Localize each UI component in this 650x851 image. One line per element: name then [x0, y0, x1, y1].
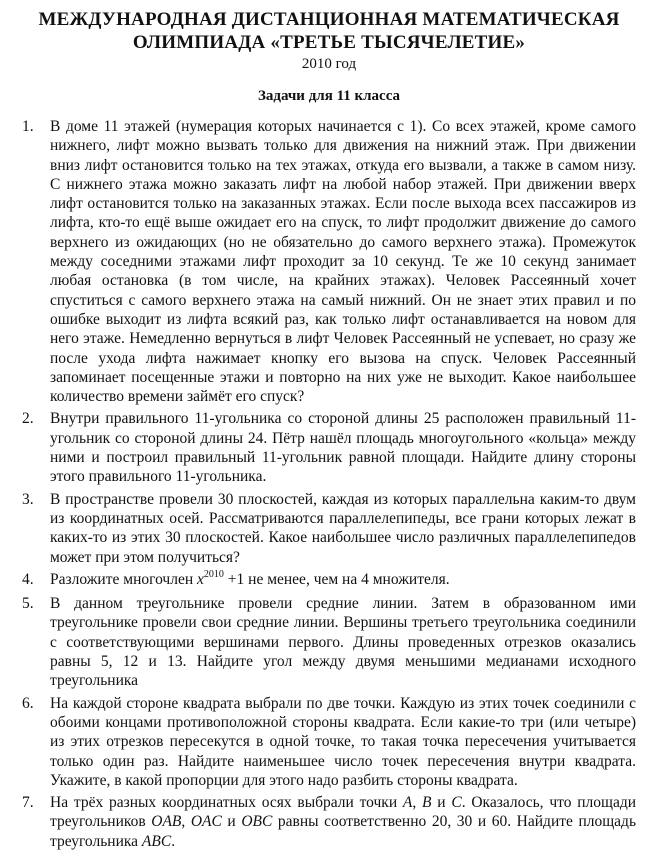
problem-4 [22, 570, 636, 591]
problem-text-part: и [431, 794, 452, 812]
problem-text-part: . Найдите площадь треугольника [50, 813, 637, 850]
problem-number: 5. [22, 595, 34, 613]
problem-6 [22, 694, 636, 790]
problem-number: 1. [22, 118, 34, 135]
problem-3 [22, 490, 636, 567]
point-a: A [402, 794, 413, 812]
problem-text: На каждой стороне квадрата выбрали по две точки. Каждую из этих точек соединили с обоими концами противоположной стороны квадрата. Если какие-то три (или четыре) из этих отрезков пересекутся в одной точке, то такая точка пересечения учитывается только один раз. Найдите наименьшее число точек пересечения внутри квадрата. Укажите, в какой пропорции для этого надо разбить стороны квадрата. [50, 694, 636, 789]
problem-text-part: +1 не менее, чем на 4 множителя. [223, 570, 450, 588]
triangle-oab: OAB [151, 813, 182, 831]
triangle-oac: OAC [190, 813, 222, 831]
problem-1 [22, 117, 636, 406]
problem-text-part: , [181, 813, 191, 831]
problem-text-part: . Оказалось, что площади треугольников [50, 794, 637, 831]
problem-text-part: равны соответственно [272, 813, 432, 831]
problem-text: В пространстве провели 30 плоскостей, каждая из которых параллельна каким-то двум из координатных осей. Рассматриваются параллелепипеды, все грани которых лежат в каких-то из этих 30 плоскостей. Какое наибольшее число различных параллелепипедов может при этом получиться? [50, 490, 636, 566]
polynomial-exponent: 2010 [203, 568, 224, 580]
area-value-3: 60 [491, 813, 508, 831]
problem-text-part: , [412, 794, 423, 812]
problem-number: 4. [22, 570, 34, 588]
area-value-2: 30 [456, 813, 473, 831]
problem-number: 7. [22, 794, 34, 812]
problem-text-part: , [447, 813, 457, 831]
grade-subtitle: Задачи для 11 класса [257, 88, 401, 104]
problem-text-part: Разложите многочлен [50, 570, 198, 588]
triangle-abc: ABC [141, 832, 172, 850]
problem-text: Внутри правильного 11-угольника со стороной длины 25 расположен правильный 11-угольник со стороной длины 24. Пётр нашёл площадь многоугольного «кольца» между ними и построил правильный 11-угольник равной площади. Найдите длину стороны этого правильного 11-угольника. [50, 410, 636, 486]
problem-2 [22, 409, 636, 486]
point-c: C [451, 794, 462, 812]
point-b: B [422, 794, 432, 812]
triangle-obc: OBC [241, 813, 273, 831]
area-value-1: 20 [431, 813, 448, 831]
problem-list [22, 117, 636, 851]
problem-text: В данном треугольнике провели средние линии. Затем в образованном ими треугольнике провели свои средние линии. Вершины третьего треугольника соединили с соответствующими вершинами первого. Длины проведенных отрезков оказались равны 5, 12 и 13. Найдите угол между двумя меньшими медианами исходного треугольника [50, 595, 636, 690]
problem-number: 2. [22, 410, 34, 428]
problem-text-part: На трёх разных координатных осях выбрали точки [50, 794, 403, 812]
problem-number: 3. [22, 490, 34, 508]
problem-7 [22, 793, 636, 851]
problem-number: 6. [22, 694, 34, 712]
problem-text [50, 570, 636, 591]
problem-text-part: и [472, 813, 492, 831]
olympiad-title-line2: ОЛИМПИАДА «ТРЕТЬЕ ТЫСЯЧЕЛЕТИЕ» [132, 32, 526, 53]
problem-text-part: и [221, 813, 242, 831]
polynomial-variable: x [197, 570, 204, 588]
problem-5 [22, 594, 636, 690]
olympiad-title-line1: МЕЖДУНАРОДНАЯ ДИСТАНЦИОННАЯ МАТЕМАТИЧЕСКАЯ [38, 9, 620, 30]
problem-text-part: . [171, 832, 176, 850]
problem-text: В доме 11 этажей (нумерация которых начинается с 1). Со всех этажей, кроме самого нижнего, лифт можно вызвать только для движения на нижний этаж. При движении вниз лифт остановится только на тех этажах, откуда его вызвали, а также в самом низу. С нижнего этажа можно заказать лифт на любой набор этажей. При движении вверх лифт остановится только на заказанных этажах. Если после выхода всех пассажиров из лифта, кто-то ещё выше ожидает его на спуск, то лифт продолжит движение до самого верхнего из ожидающих (но не обязательно до самого верхнего этажа). Промежуток между соседними этажами лифт проходит за 10 секунд. Те же 10 секунд занимает любая остановка (в том числе, на крайних этажах). Человек Рассеянный хочет спуститься с самого верхнего этажа на самый нижний. Он не знает этих правил и по ошибке выходит из лифта всякий раз, как только лифт останавливается на новом для него этаже. Немедленно вернуться в лифт Человек Рассеянный не успевает, но сразу же после ухода лифта нажимает кнопку его вызова на спуск. Человек Рассеянный запоминает посещенные этажи и повторно на них уже не выходит. Какое наибольшее количество времени займёт его спуск? [50, 118, 636, 406]
olympiad-year: 2010 год [301, 56, 357, 72]
problem-text [50, 793, 636, 851]
